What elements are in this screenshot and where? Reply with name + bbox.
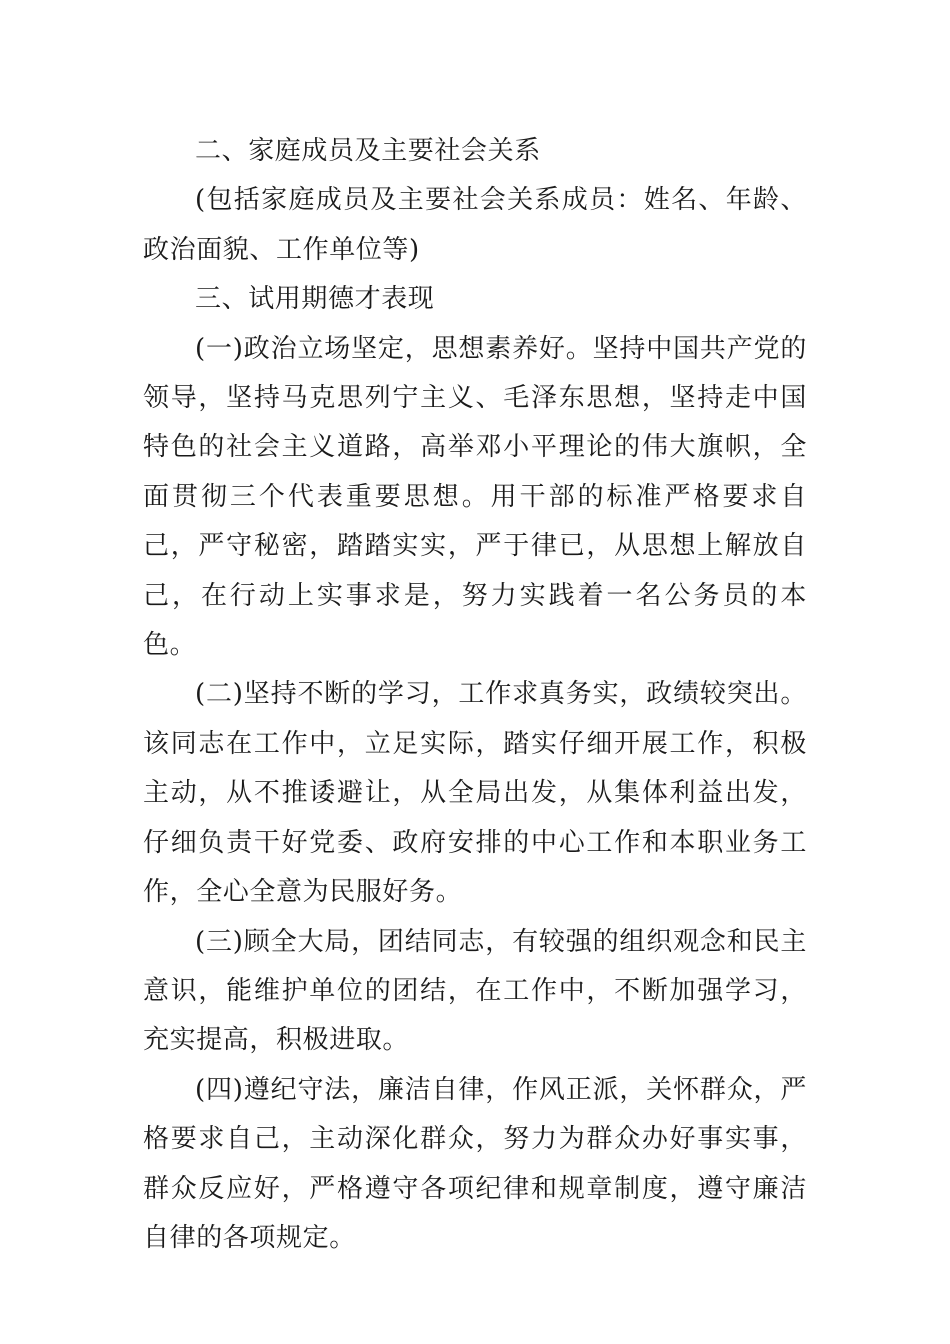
paragraph-teamwork: (三)顾全大局，团结同志，有较强的组织观念和民主意识，能维护单位的团结，在工作中，不断加强学习，充实提高，积极进取。 [143, 926, 807, 1056]
document-body [143, 127, 807, 1263]
family-note-paragraph: (包括家庭成员及主要社会关系成员：姓名、年龄、政治面貌、工作单位等) [143, 185, 807, 265]
paragraph-learning-work: (二)坚持不断的学习，工作求真务实，政绩较突出。该同志在工作中，立足实际，踏实仔细开展工作，积极主动，从不推诿避让，从全局出发，从集体利益出发，仔细负责干好党委、政府安排的中心工作和本职业务工作，全心全意为民服好务。 [143, 679, 807, 908]
section-heading-family: 二、家庭成员及主要社会关系 [195, 136, 541, 166]
section-heading-probation: 三、试用期德才表现 [195, 284, 435, 315]
paragraph-discipline: (四)遵纪守法，廉洁自律，作风正派，关怀群众，严格要求自己，主动深化群众，努力为群众办好事实事，群众反应好，严格遵守各项纪律和规章制度，遵守廉洁自律的各项规定。 [143, 1074, 807, 1253]
paragraph-political-stance: (一)政治立场坚定，思想素养好。坚持中国共产党的领导，坚持马克思列宁主义、毛泽东思想，坚持走中国特色的社会主义道路，高举邓小平理论的伟大旗帜，全面贯彻三个代表重要思想。用干部的标准严格要求自己，严守秘密，踏踏实实，严于律已，从思想上解放自己，在行动上实事求是，努力实践着一名公务员的本色。 [143, 333, 807, 661]
